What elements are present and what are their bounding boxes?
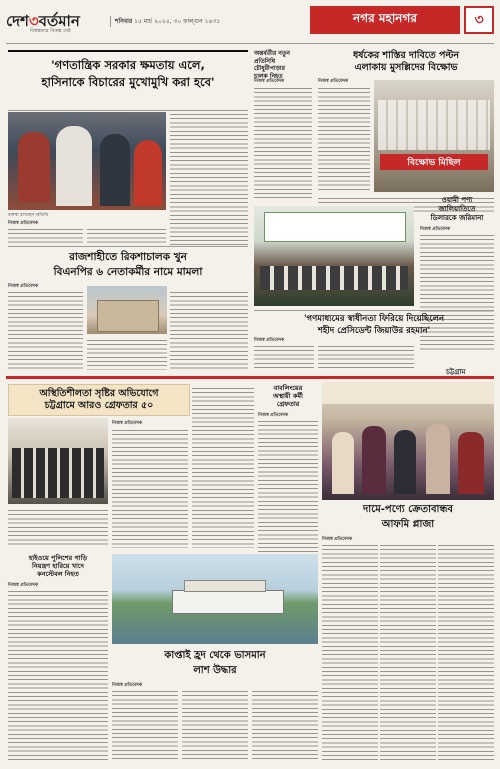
story-7-headline-line1: অস্থিতিশীলতা সৃষ্টির অভিযোগে [39, 388, 159, 399]
story-10-headline-line2: নিয়ন্ত্রণ হারিয়ে খাদে [32, 562, 84, 571]
shopper-silhouette [394, 430, 416, 494]
story-8-headline-line1: বাবলিংয়ের [273, 384, 303, 392]
story-6-headline-line1: 'গণমাধ্যমের স্বাধীনতা ফিরিয়ে দিয়েছিলেন [303, 314, 445, 324]
person-silhouette [100, 134, 130, 206]
story-5-headline-line3: ডিলারকে জরিমানা [430, 213, 484, 222]
story-3-photo [374, 80, 494, 192]
detainees-row [12, 448, 104, 498]
story-7-byline: নিজস্ব প্রতিবেদক [112, 421, 143, 426]
story-6-headline [254, 310, 494, 336]
story-6-body-col2 [318, 344, 414, 370]
person-silhouette [134, 140, 162, 206]
story-6-byline: নিজস্ব প্রতিবেদক [254, 338, 285, 343]
boat-shape [172, 590, 284, 614]
story-6-photo [254, 206, 414, 306]
protest-banner: বিক্ষোভ মিছিল [380, 154, 488, 170]
day-label: শনিবার [115, 18, 133, 25]
story-5-headline [420, 196, 494, 222]
shopper-silhouette [458, 432, 484, 494]
logo-text-rest: বর্তমান [38, 12, 80, 30]
logo-tagline: বিশ্বস্ততার বিকল্প নেই [30, 28, 71, 34]
story-3-byline: নিজস্ব প্রতিবেদক [318, 79, 349, 84]
story-4-body-col2 [87, 338, 167, 370]
story-9-body-col3 [438, 543, 494, 763]
story-1-headline-line1: 'গণতান্ত্রিক সরকার ক্ষমতায় এলে, [51, 58, 205, 72]
story-11-headline-line1: কাপ্তাই হ্রদ থেকে ভাসমান [164, 650, 266, 661]
page-number: ৩ [464, 6, 494, 34]
story-11-body-col1 [112, 689, 178, 761]
story-1-caption: বক্তব্য রাখছেন অতিথি [8, 213, 49, 218]
date-label: ১৫ মার্চ ২০২৫, ৩০ ফাল্গুন ১৪৩১ [134, 18, 221, 25]
story-11-body-col3 [252, 689, 318, 761]
story-3-headline-line1: ধর্ষকের শাস্তির দাবিতে পল্টন [352, 50, 460, 61]
story-1-body-col2 [87, 227, 166, 245]
story-6-body-col1 [254, 344, 314, 370]
story-11-body-col2 [182, 689, 248, 761]
building-shape [97, 300, 159, 332]
story-4-headline-line1: রাজশাহীতে রিকশাচালক খুন [69, 251, 187, 263]
story-7-photo [8, 418, 108, 504]
story-9-photo [322, 382, 494, 500]
story-9-headline [322, 504, 494, 531]
story-11-byline: নিজস্ব প্রতিবেদক [112, 683, 143, 688]
story-2-body [254, 86, 312, 201]
story-1-body-col1 [8, 227, 83, 245]
story-11-headline [112, 650, 318, 677]
story-8-headline [258, 384, 318, 408]
story-10-body [8, 589, 108, 761]
seated-guests [260, 266, 408, 290]
story-1-photo [8, 112, 166, 210]
masthead-divider [6, 43, 494, 44]
story-3-body-col1 [318, 86, 370, 192]
section-divider [6, 376, 494, 379]
story-9-body-col2 [380, 543, 436, 763]
story-9-headline-line2: আফমি প্লাজা [381, 518, 435, 530]
logo-text-accent: ৩ [28, 12, 39, 30]
event-backdrop [264, 212, 406, 242]
story-2-kicker-line1: অন্তর্বর্তীর নতুন প্রতিনিধি [254, 50, 290, 65]
section-label-chattogram: চট্টগ্রাম [446, 368, 466, 376]
story-10-headline [8, 554, 108, 578]
story-7-headline [8, 384, 190, 416]
story-4-headline-line2: বিএনপির ৬ নেতাকর্মীর নামে মামলা [53, 266, 203, 279]
story-8-headline-line3: গ্রেফতার [276, 400, 300, 409]
story-9-body-col1 [322, 543, 378, 763]
boat-cabin [184, 580, 266, 592]
story-10-headline-line1: হাইওয়ে পুলিশের গাড়ি [28, 554, 88, 562]
shopper-silhouette [362, 426, 386, 494]
store-signage [322, 382, 494, 404]
story-1-byline: নিজস্ব প্রতিবেদক [8, 221, 39, 226]
story-11-headline-line2: লাশ উদ্ধার [193, 664, 237, 676]
story-8-byline: নিজস্ব প্রতিবেদক [258, 413, 289, 418]
story-2-kicker-line2: চৌধুরীপাড়ার [254, 65, 285, 72]
story-7-body-col1 [8, 508, 108, 548]
story-5-headline-line2: জালিয়াতিতে [438, 204, 476, 213]
story-11-photo [112, 554, 318, 644]
masthead [0, 0, 500, 42]
person-silhouette [56, 126, 92, 206]
story-10-headline-line3: কনস্টেবল নিহত [37, 570, 79, 579]
story-4-headline [8, 246, 248, 279]
section-title: নগর মহানগর [310, 6, 460, 34]
story-5-headline-line1: ওয়ামী পণ্য [441, 196, 473, 204]
story-4-byline: নিজস্ব প্রতিবেদক [8, 284, 39, 289]
story-6-headline-line2: শহীদ প্রেসিডেন্ট জিয়াউর রহমান' [317, 325, 431, 336]
logo-text-main: দেশ [6, 12, 29, 30]
story-7-headline-line2: চট্টগ্রামে আরও গ্রেফতার ৫০ [44, 399, 154, 411]
story-7-body-col2 [112, 428, 188, 548]
story-9-headline-line1: দামে-পণ্যে ক্রেতাবান্ধব [363, 504, 453, 515]
story-4-body-col1 [8, 290, 83, 370]
person-silhouette [18, 132, 50, 202]
shopper-silhouette [332, 432, 354, 494]
story-8-body [258, 419, 318, 557]
story-9-byline: নিজস্ব প্রতিবেদক [322, 537, 353, 542]
story-1-body-col3 [170, 112, 248, 245]
story-4-body-col3 [170, 290, 248, 370]
story-8-headline-line2: অস্থায়ী কর্মী [273, 392, 303, 401]
story-2-kicker-line3: চালক নিহত [254, 72, 283, 80]
dateline [110, 16, 220, 27]
shopper-silhouette [426, 424, 450, 494]
story-7-body-col3 [192, 386, 254, 548]
story-1-headline-box [8, 50, 248, 111]
story-10-byline: নিজস্ব প্রতিবেদক [8, 583, 39, 588]
story-1-headline-line2: হাসিনাকে বিচারের মুখোমুখি করা হবে' [41, 75, 215, 90]
story-2-byline: নিজস্ব প্রতিবেদক [254, 79, 285, 84]
crowd-figures [378, 100, 490, 150]
story-3-headline [318, 50, 494, 74]
story-4-photo [87, 286, 167, 334]
story-3-headline-line2: এলাকায় মুসল্লিদের বিক্ষোভ [354, 61, 458, 73]
story-5-byline: নিজস্ব প্রতিবেদক [420, 227, 451, 232]
story-2-kicker [254, 50, 310, 80]
